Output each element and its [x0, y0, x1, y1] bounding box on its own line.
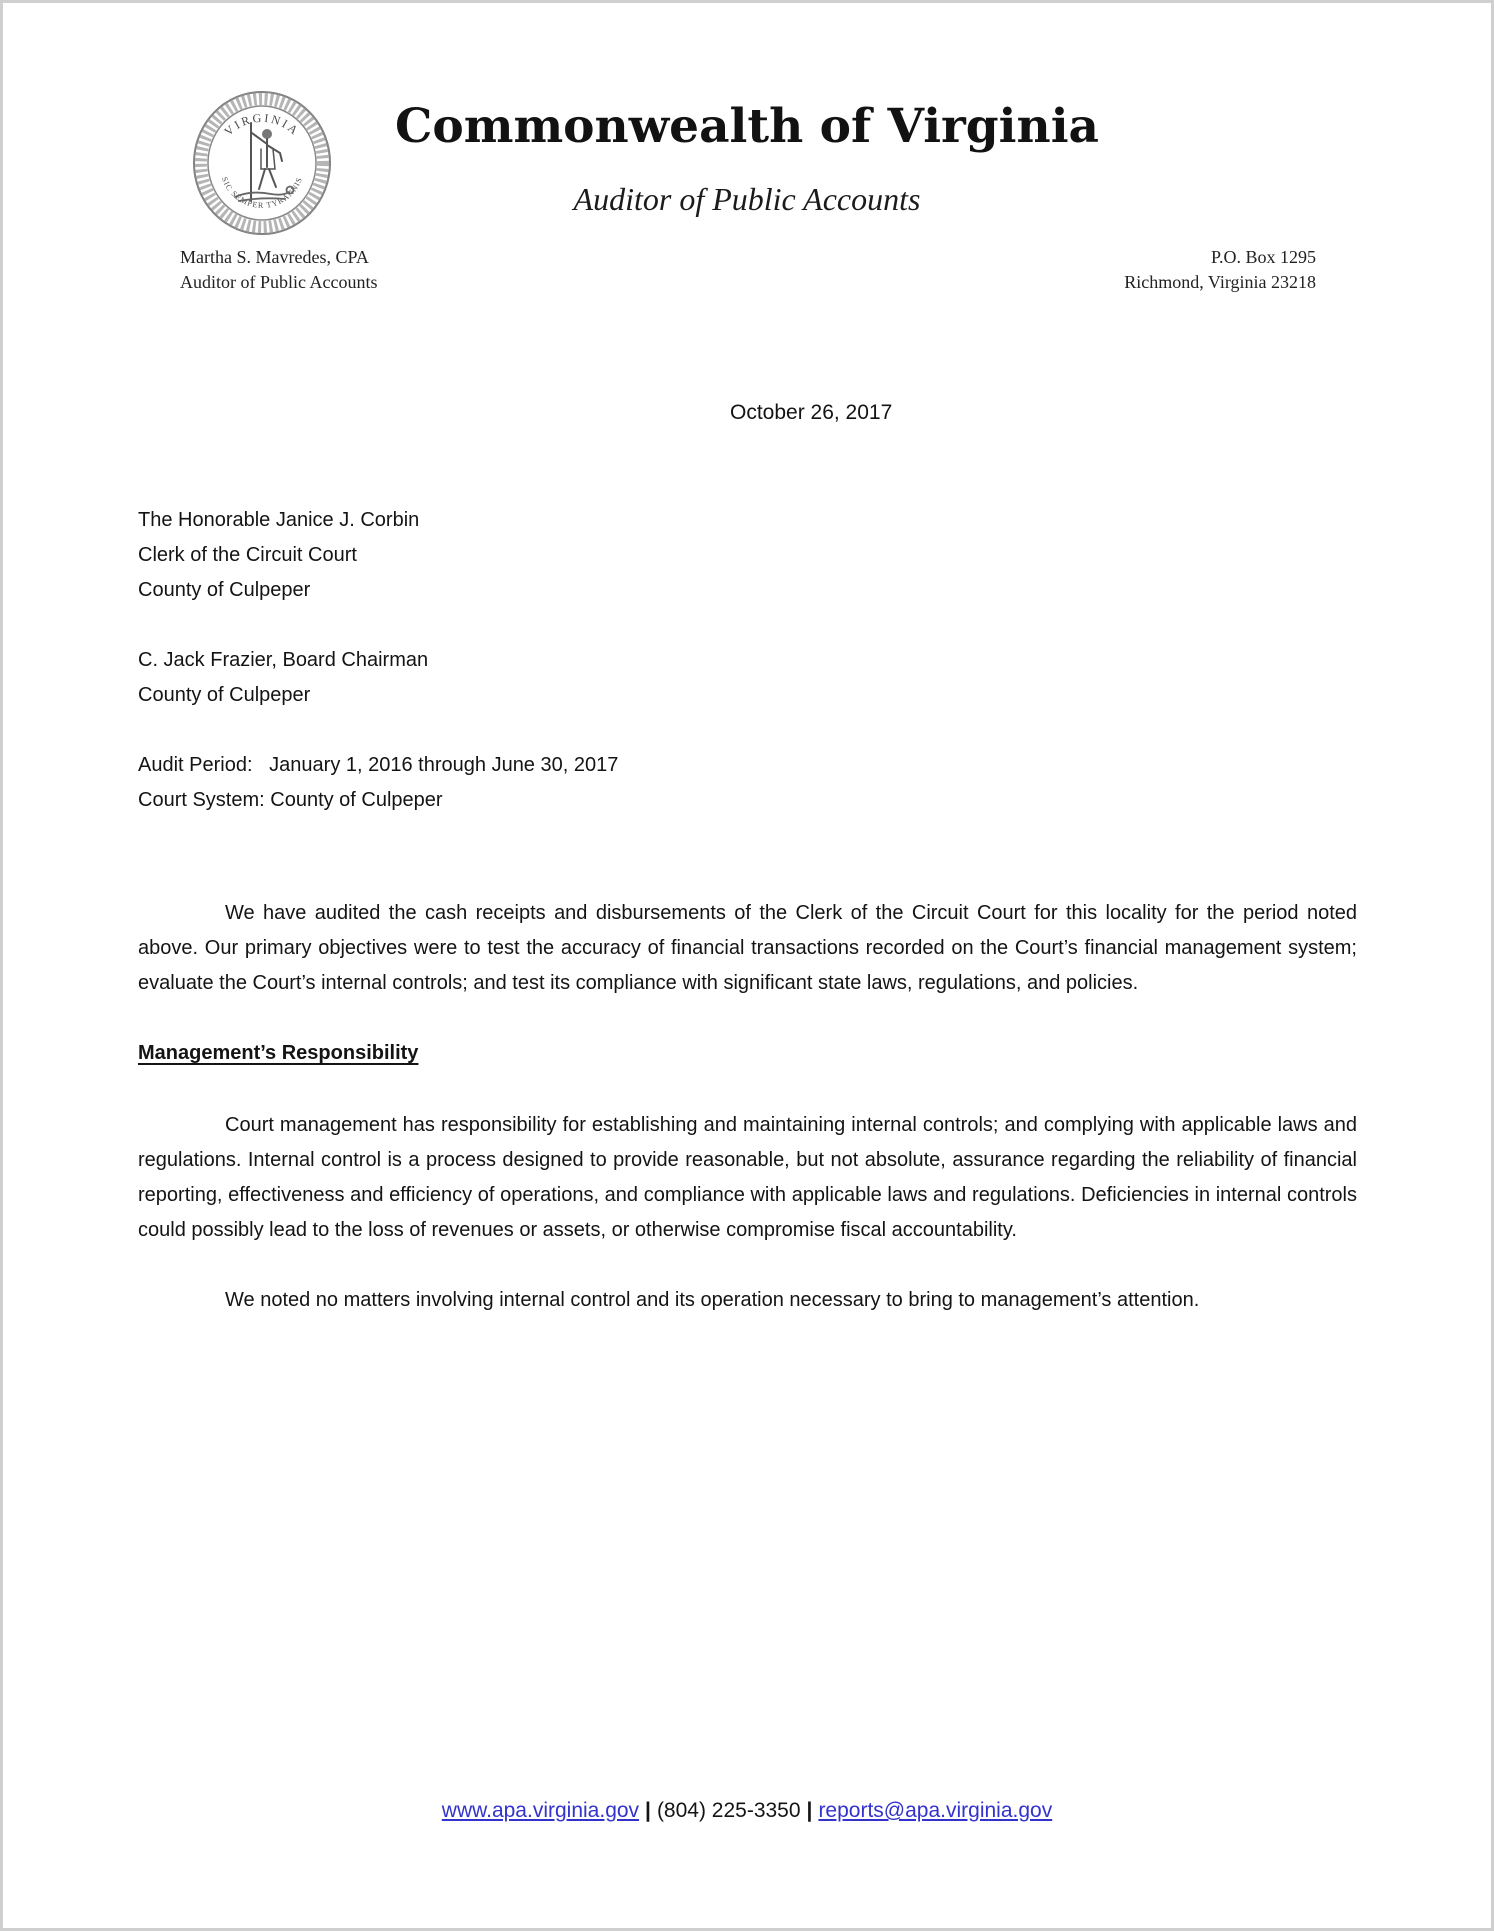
seal-bottom-text: SIC SEMPER TYRANNIS [219, 175, 305, 210]
paragraph-no-matters-noted: We noted no matters involving internal control and its operation necessary to bring to management’s attention. [225, 1289, 1200, 1311]
paragraph-audit-scope: We have audited the cash receipts and disbursements of the Clerk of the Circuit Court for this locality for the period noted above. Our primary objectives were to test the accuracy of financial transactions recorded on the Court’s financial management system; evaluate the Court’s internal controls; and test its compliance with significant state laws, regulations, and policies. [138, 902, 1357, 994]
footer-contact-line [3, 1799, 1491, 1823]
city-state-zip-line: Richmond, Virginia 23218 [1124, 272, 1316, 292]
recipient-block-clerk [138, 503, 1357, 608]
letter-date: October 26, 2017 [730, 401, 893, 424]
official-block [180, 245, 377, 295]
recipient-block-chairman [138, 643, 1357, 713]
website-link[interactable]: www.apa.virginia.gov [441, 1799, 640, 1822]
recipient-name: The Honorable Janice J. Corbin [138, 509, 420, 531]
footer-separator: | [645, 1799, 651, 1822]
po-box-line: P.O. Box 1295 [1210, 247, 1316, 267]
recipient-name: C. Jack Frazier, Board Chairman [138, 649, 429, 671]
section-heading-managements-responsibility: Management’s Responsibility [138, 1042, 419, 1064]
email-link[interactable]: reports@apa.virginia.gov [818, 1799, 1053, 1822]
court-system-line: Court System: County of Culpeper [138, 789, 443, 811]
office-address-block [1124, 245, 1316, 295]
footer-separator: | [806, 1799, 813, 1822]
letter-body [138, 503, 1357, 1318]
letterhead-title: Commonwealth of Virginia [394, 99, 1100, 154]
recipient-locality: County of Culpeper [138, 579, 311, 601]
recipient-title: Clerk of the Circuit Court [138, 544, 357, 566]
paragraph-internal-controls: Court management has responsibility for establishing and maintaining internal controls; and complying with applicable laws and regulations. Internal control is a process designed to provide reasonable, but not absolute, assurance regarding the reliability of financial reporting, effectiveness and efficiency of operations, and compliance with applicable laws and regulations. Deficiencies in internal controls could possibly lead to the loss of revenues or assets, or otherwise compromise fiscal accountability. [138, 1114, 1357, 1241]
audit-info-block [138, 748, 1357, 818]
official-name: Martha S. Mavredes, CPA [180, 247, 369, 267]
official-title: Auditor of Public Accounts [180, 272, 378, 292]
seal-top-text: VIRGINIA [221, 110, 303, 139]
letterhead-subtitle: Auditor of Public Accounts [573, 181, 921, 217]
phone-number: (804) 225-3350 [656, 1799, 801, 1822]
recipient-locality: County of Culpeper [138, 684, 311, 706]
audit-period-line: Audit Period: January 1, 2016 through June 30, 2017 [138, 754, 619, 776]
